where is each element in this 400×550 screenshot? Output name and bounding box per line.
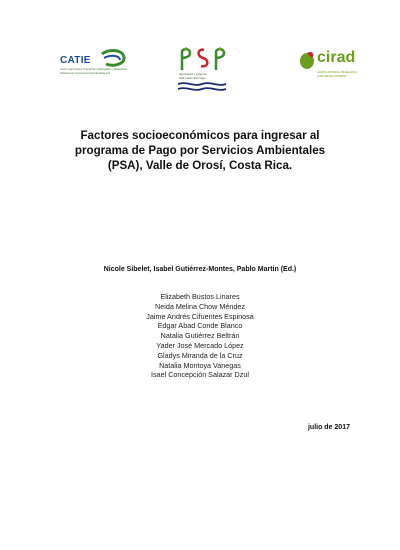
author-name: Natalia Gutiérrez Beltrán (160, 331, 240, 341)
author-name: Gladys Miranda de la Cruz (157, 350, 243, 360)
psp-wave-icon (176, 81, 232, 93)
catie-wordmark: CATIE (60, 55, 91, 66)
cirad-logo (298, 48, 368, 86)
author-name: Edgar Abad Conde Blanco (157, 321, 243, 331)
author-name: Natalia Montoya Vanegas (159, 360, 241, 370)
title-line: (PSA), Valle de Orosí, Costa Rica. (107, 159, 293, 172)
author-name: Jaime Andrés Cifuentes Espinosa (146, 311, 254, 321)
editors-line: Nicole Sibelet, Isabel Gutiérrez-Montes, Pablo Martin (Ed.) (103, 266, 297, 273)
publication-date: julio de 2017 (307, 424, 350, 431)
document-title (40, 128, 360, 173)
catie-logo (58, 48, 128, 88)
title-line: programa de Pago por Servicios Ambientales (74, 144, 326, 157)
cirad-leaf-icon (298, 50, 316, 70)
author-name: Neida Melina Chow Méndez (155, 301, 245, 311)
author-name: Elizabeth Bustos Linares (160, 292, 240, 301)
psp-emblem-icon (176, 46, 232, 72)
catie-tagline-2: Solutions for environment and development (60, 72, 111, 75)
catie-tagline: Centro Agronómico Tropical de Investigación y Enseñanza (60, 68, 128, 71)
cirad-tagline: AGRICULTURAL RESEARCH (317, 70, 358, 74)
psp-tagline: agroforestry systems (179, 72, 207, 76)
title-line: Factores socioeconómicos para ingresar al (80, 129, 320, 142)
psp-logo (176, 46, 232, 94)
authors-list (100, 292, 300, 380)
cirad-tagline-2: FOR DEVELOPMENT (317, 74, 347, 78)
author-name: Yader José Mercado López (156, 340, 244, 350)
psp-tagline-2: with perennial crops (179, 76, 206, 80)
cirad-wordmark: cirad (317, 49, 356, 66)
author-name: Isael Concepción Salazar Dzul (151, 370, 249, 380)
